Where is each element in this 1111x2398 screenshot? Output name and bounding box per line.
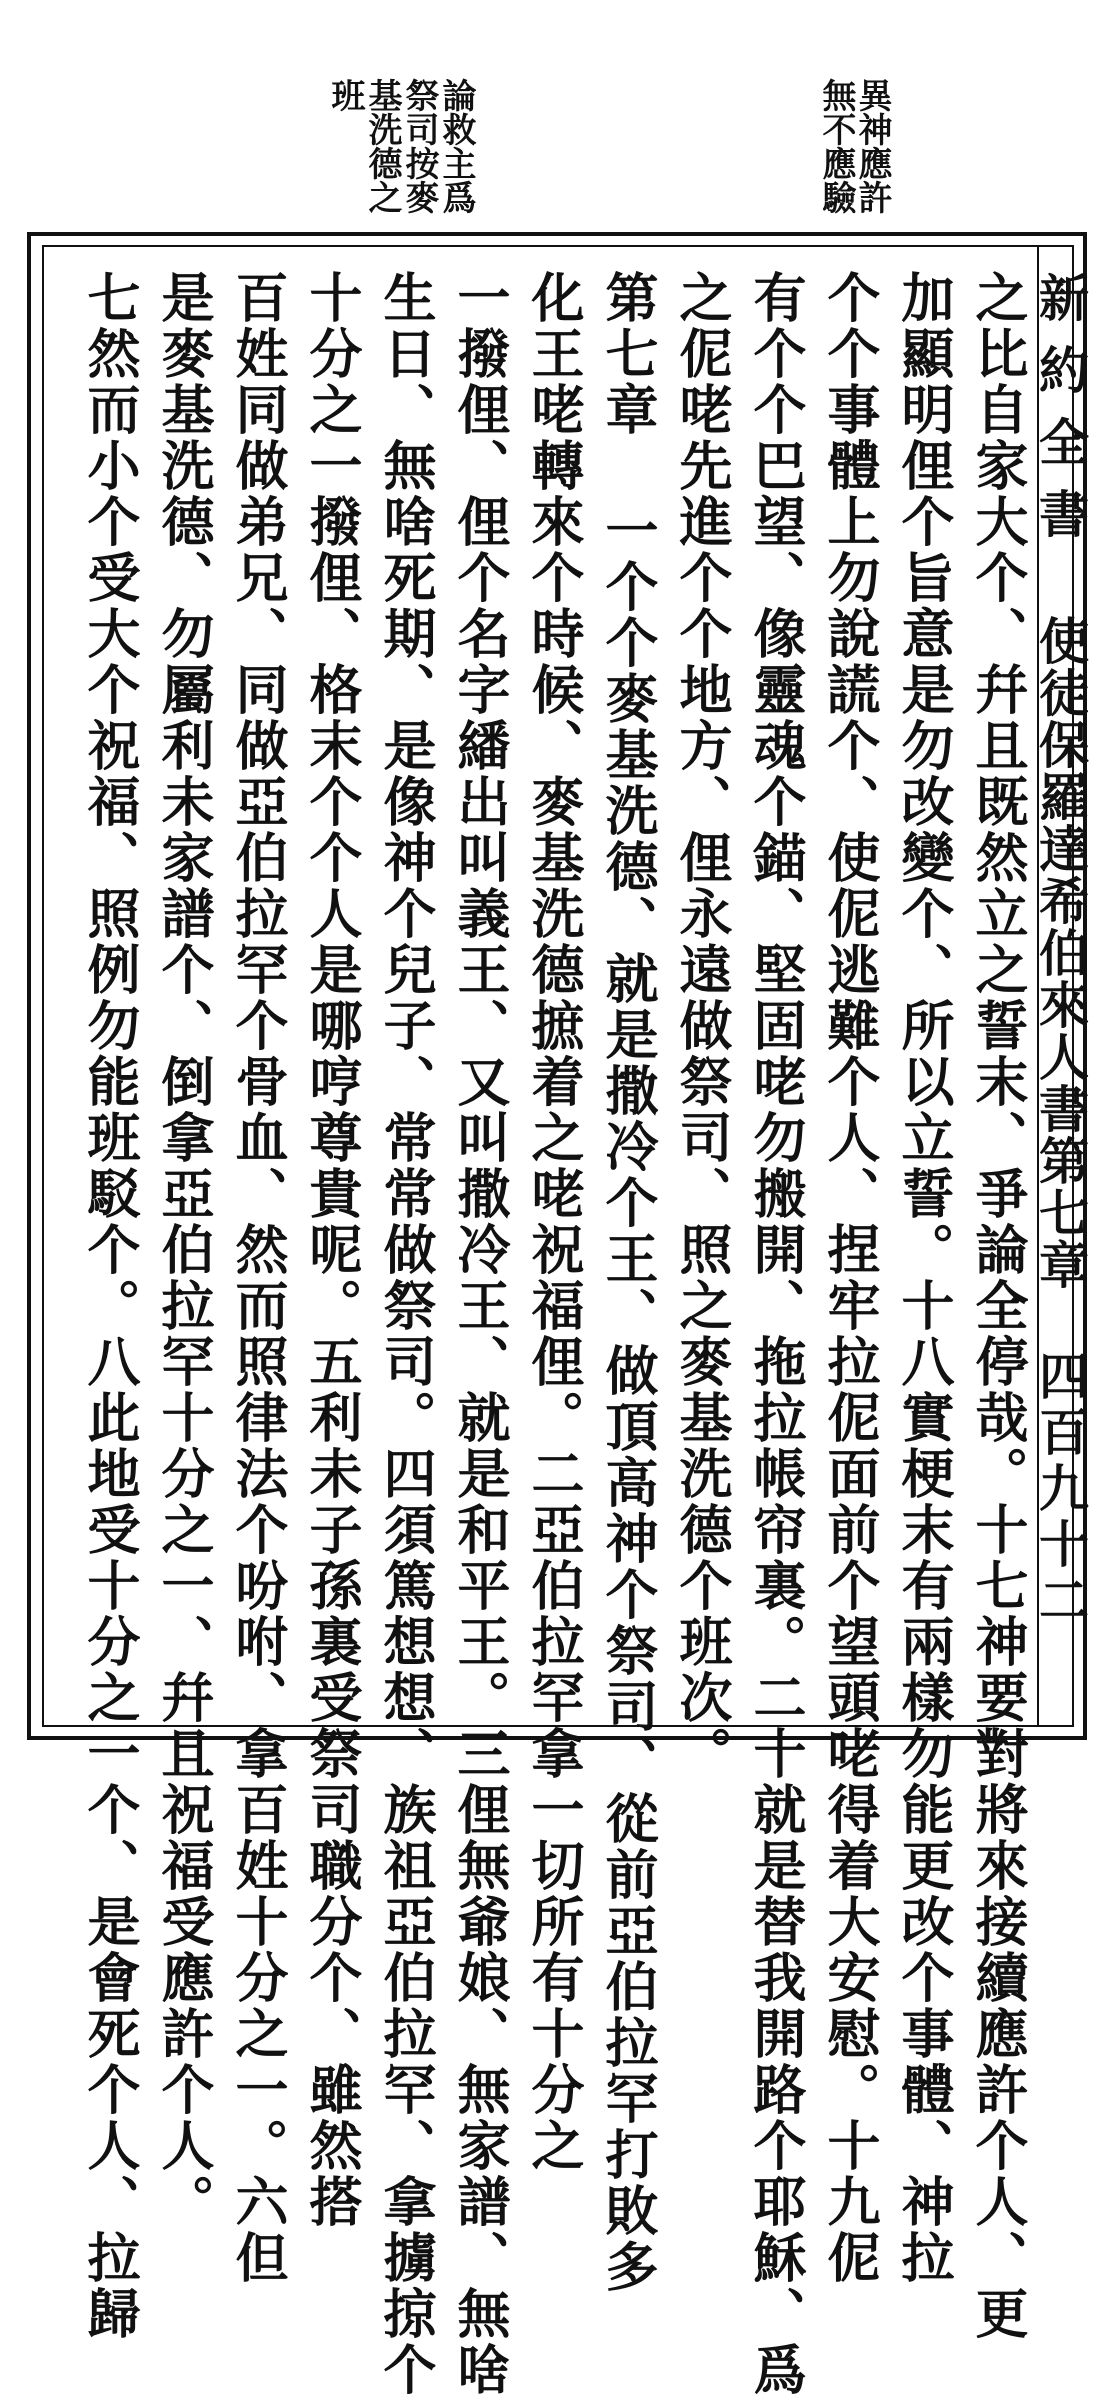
page-number: 四百九十二 <box>1031 1350 1090 1630</box>
text-column: 七然而小个受大个祝福、照例勿能班駁个。八此地受十分之一个、是會死个人、拉歸 <box>79 270 141 2342</box>
margin-note: 異神應許 <box>852 78 892 214</box>
margin-note: 班 <box>325 78 365 112</box>
text-column: 是麥基洗德、勿屬利未家譜个、倒拿亞伯拉罕十分之一、幷且祝福受應許个人。 <box>153 270 215 2230</box>
text-column: 百姓同做弟兄、同做亞伯拉罕个骨血、然而照律法个吩咐、拿百姓十分之一。六但 <box>227 270 289 2286</box>
text-column: 一撥俚、俚个名字繙出叫義王、又叫撒冷王、就是和平王。三俚無爺娘、無家譜、無啥 <box>449 270 511 2398</box>
margin-note: 無不應驗 <box>816 78 856 214</box>
text-column: 第七章 一个个麥基洗德、就是撒冷个王、做頂高神个祭司、從前亞伯拉罕打敗多 <box>597 270 659 2295</box>
margin-note: 論救主爲 <box>436 78 476 214</box>
text-column: 十分之一撥俚、格末个个人是哪哼尊貴呢。五利未子孫裏受祭司職分个、雖然搭 <box>301 270 363 2230</box>
text-column: 之伲咾先進个个地方、俚永遠做祭司、照之麥基洗德个班次。 <box>671 270 733 1782</box>
text-column: 个个事體上勿說謊个、使伲逃難个人、捏牢拉伲面前个望頭咾得着大安慰。十九伲 <box>819 270 881 2286</box>
book-title: 新約全書 <box>1031 272 1090 560</box>
text-column: 之比自家大个、幷且既然立之誓末、爭論全停哉。十七神要對將來接續應許个人、更 <box>967 270 1029 2342</box>
text-column: 化王咾轉來个時候、麥基洗德摭着之咾祝福俚。二亞伯拉罕拿一切所有十分之 <box>523 270 585 2174</box>
text-column: 有个个巴望、像靈魂个錨、堅固咾勿搬開、拖拉帳帘裏。二十就是替我開路个耶穌、爲 <box>745 270 807 2398</box>
text-column: 生日、無啥死期、是像神个兒子、常常做祭司。四須篤想想、族祖亞伯拉罕、拿擄掠个 <box>375 270 437 2398</box>
margin-note: 基洗德之 <box>362 78 402 214</box>
text-column: 加顯明俚个旨意是勿改變个、所以立誓。十八實梗末有兩樣勿能更改个事體、神拉 <box>893 270 955 2286</box>
margin-note: 祭司按麥 <box>399 78 439 214</box>
chapter-title: 使徒保羅達希伯來人書第七章 <box>1031 615 1090 1291</box>
